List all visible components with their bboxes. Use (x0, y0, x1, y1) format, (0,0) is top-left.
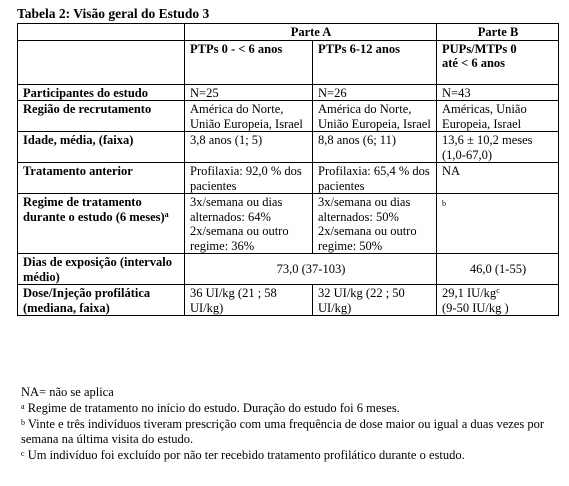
row-participantes (18, 84, 559, 101)
cell-line: 2x/semana ou outro regime: 36% (190, 224, 289, 253)
cell (437, 285, 559, 316)
header-parte-b: Parte B (437, 24, 559, 41)
row-label: Dias de exposição (intervalo médio) (18, 254, 185, 285)
row-dose (18, 285, 559, 316)
header-row-parts (18, 24, 559, 41)
cell: Américas, União Europeia, Israel (437, 101, 559, 132)
header-col3-line1: PUPs/MTPs 0 (442, 41, 517, 56)
footnote-marker: c (496, 286, 500, 295)
cell (185, 194, 313, 254)
footnote-marker: a (164, 209, 169, 219)
row-tratamento (18, 163, 559, 194)
cell: N=25 (185, 84, 313, 101)
row-label: Participantes do estudo (18, 84, 185, 101)
row-label: Dose/Injeção profilática (mediana, faixa) (18, 285, 185, 316)
row-idade (18, 132, 559, 163)
row-regiao (18, 101, 559, 132)
row-label: Região de recrutamento (18, 101, 185, 132)
cell-line: 3x/semana ou dias alternados: 50% (318, 195, 411, 224)
footnote-b (21, 417, 551, 447)
cell: 46,0 (1-55) (437, 254, 559, 285)
header-parte-a: Parte A (185, 24, 437, 41)
cell: 8,8 anos (6; 11) (313, 132, 437, 163)
footnotes (21, 385, 551, 464)
cell (313, 194, 437, 254)
row-regime (18, 194, 559, 254)
footnote-text: Vinte e três indivíduos tiveram prescrição com uma frequência de dose maior ou igual a duas vezes por semana na última visita do estudo. (21, 417, 544, 446)
footnote-marker: b (442, 199, 447, 208)
cell: 73,0 (37-103) (185, 254, 437, 285)
cell: N=26 (313, 84, 437, 101)
cell-line: 3x/semana ou dias alternados: 64% (190, 195, 283, 224)
row-dias (18, 254, 559, 285)
row-label: Tratamento anterior (18, 163, 185, 194)
cell: 36 UI/kg (21 ; 58 UI/kg) (185, 285, 313, 316)
footnote-marker: c (21, 449, 25, 458)
cell: 13,6 ± 10,2 meses (1,0-67,0) (437, 132, 559, 163)
cell: América do Norte, União Europeia, Israel (185, 101, 313, 132)
cell: Profilaxia: 92,0 % dos pacientes (185, 163, 313, 194)
header-col3-line2: até < 6 anos (442, 56, 506, 70)
header-col1: PTPs 0 - < 6 anos (185, 40, 313, 84)
cell-line: (9-50 IU/kg ) (442, 300, 509, 315)
study-overview-table (17, 23, 559, 316)
footnote-text: Um indivíduo foi excluído por não ter recebido tratamento profilático durante o estudo. (27, 448, 465, 462)
cell: NA (437, 163, 559, 194)
cell: 3,8 anos (1; 5) (185, 132, 313, 163)
footnote-na: NA= não se aplica (21, 385, 114, 399)
footnote-a (21, 401, 551, 416)
header-empty-cell (18, 40, 185, 84)
cell (437, 194, 559, 254)
row-label-text: Regime de tratamento durante o estudo (6 meses) (23, 195, 165, 224)
row-label: Idade, média, (faixa) (18, 132, 185, 163)
cell: Profilaxia: 65,4 % dos pacientes (313, 163, 437, 194)
cell-line: 2x/semana ou outro regime: 50% (318, 224, 417, 253)
header-row-groups (18, 40, 559, 84)
footnote-marker: a (21, 402, 25, 411)
table-title: Tabela 2: Visão geral do Estudo 3 (17, 6, 210, 21)
header-col2: PTPs 6-12 anos (313, 40, 437, 84)
cell-line: 29,1 IU/kg (442, 286, 497, 300)
footnote-text: Regime de tratamento no início do estudo. Duração do estudo foi 6 meses. (27, 401, 400, 415)
header-col3 (437, 40, 559, 84)
cell: N=43 (437, 84, 559, 101)
footnote-c (21, 448, 551, 463)
cell: América do Norte, União Europeia, Israel (313, 101, 437, 132)
row-label (18, 194, 185, 254)
header-empty-cell (18, 24, 185, 41)
cell: 32 UI/kg (22 ; 50 UI/kg) (313, 285, 437, 316)
footnote-marker: b (21, 418, 25, 427)
